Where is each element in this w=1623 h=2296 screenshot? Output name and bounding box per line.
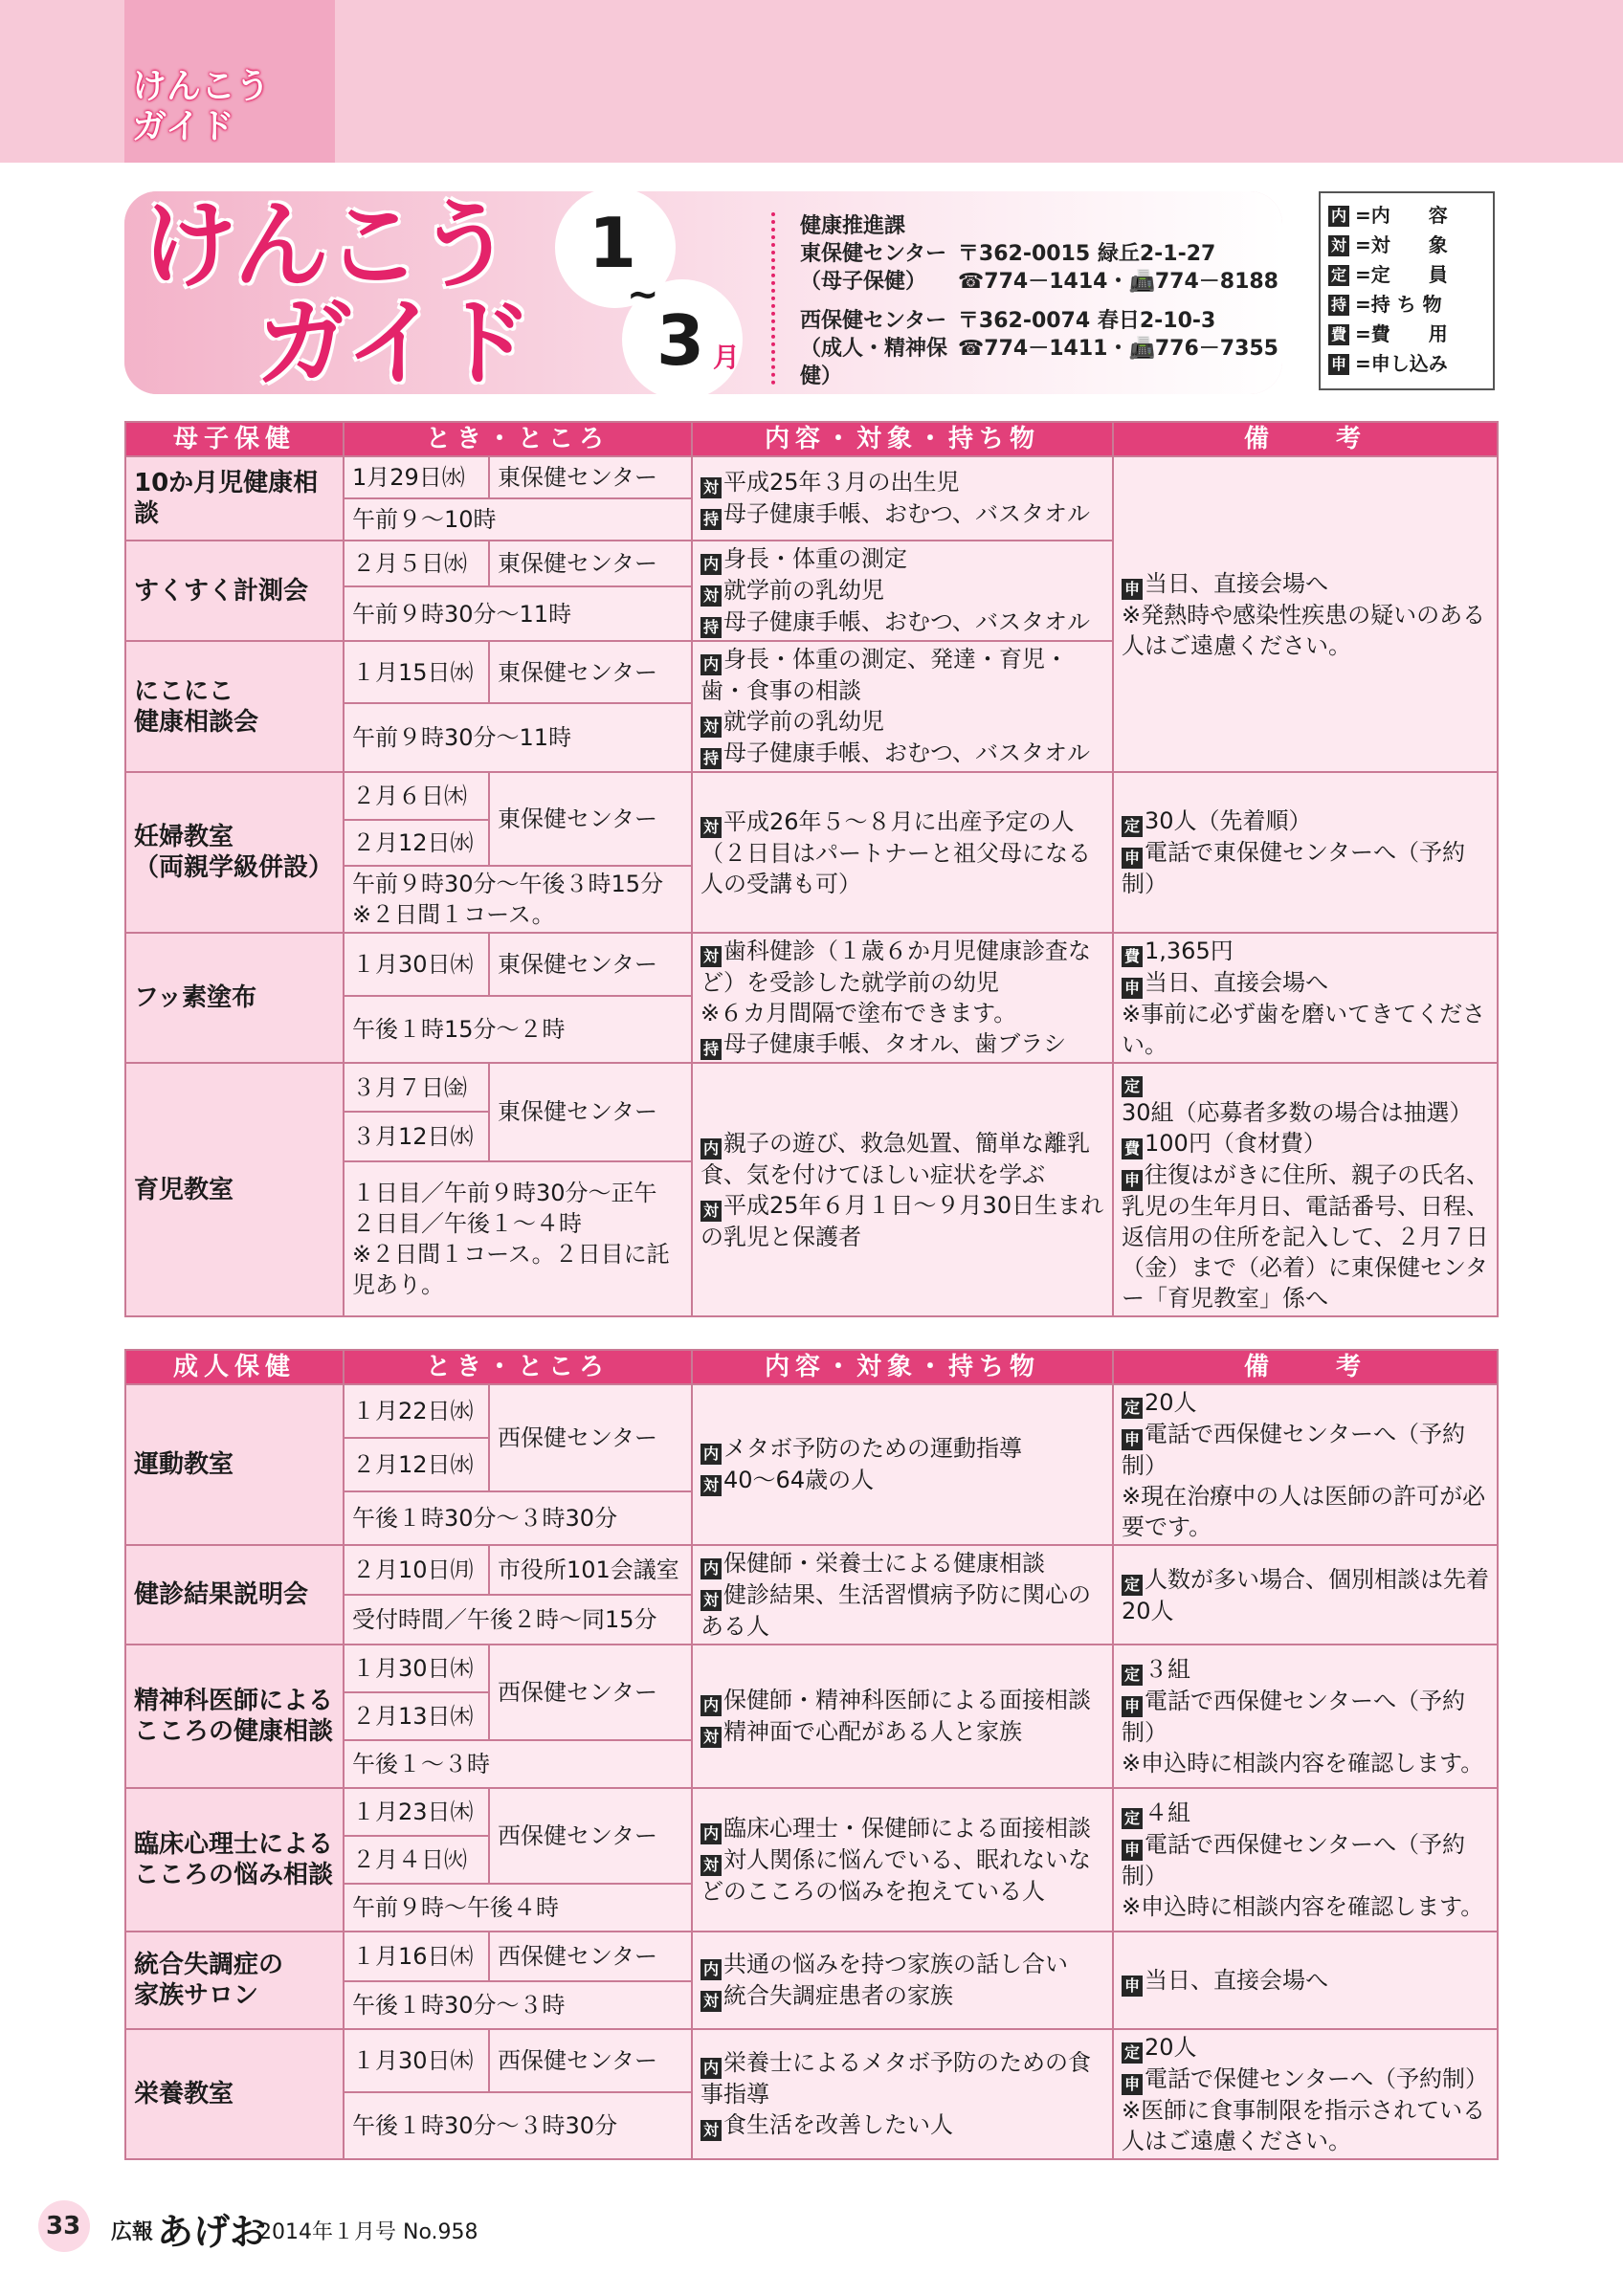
content-icon: 内 (700, 1444, 722, 1465)
target-icon: 対 (700, 1855, 722, 1876)
column-header: 母子保健 (125, 422, 344, 456)
program-content: 内 栄養士によるメタボ予防のための食事指導 対 食生活を改善したい人 (692, 2029, 1113, 2159)
program-notes: 定 ３組 申 電話で西保健センターへ（予約制） ※申込時に相談内容を確認します。 (1113, 1645, 1498, 1788)
belongings-icon: 持 (700, 1039, 722, 1060)
program-name: 精神科医師による こころの健康相談 (125, 1645, 344, 1788)
program-name: すくすく計測会 (125, 541, 344, 641)
event-place: 東保健センター (489, 541, 692, 586)
capacity-icon: 定 (1328, 265, 1349, 286)
program-content: 対 平成25年３月の出生児 持 母子健康手帳、おむつ、バスタオル (692, 456, 1113, 541)
event-place: 西保健センター (489, 1788, 692, 1884)
application-icon: 申 (1328, 354, 1349, 375)
application-icon: 申 (1122, 2074, 1143, 2095)
legend-item: 対 =対 象 (1328, 231, 1485, 260)
event-date: ２月12日㈬ (344, 1438, 489, 1491)
program-notes: 申 当日、直接会場へ (1113, 1932, 1498, 2029)
content-icon: 内 (700, 554, 722, 575)
capacity-icon: 定 (1122, 1398, 1143, 1419)
program-notes: 定 20人 申 電話で西保健センターへ（予約制） ※現在治療中の人は医師の許可が必要です。 (1113, 1384, 1498, 1545)
content-icon: 内 (700, 1959, 722, 1980)
program-name: 妊婦教室 （両親学級併設） (125, 772, 344, 933)
application-icon: 申 (1122, 1840, 1143, 1861)
event-place: 西保健センター (489, 2029, 692, 2092)
program-name: 運動教室 (125, 1384, 344, 1545)
west-center-address: 〒362-0074 春日2-10-3 (957, 309, 1216, 333)
legend-item: 持 =持 ち 物 (1328, 290, 1485, 320)
east-center-name: 東保健センター (800, 242, 947, 266)
content-icon: 内 (700, 1695, 722, 1716)
table-header-row (125, 422, 1498, 456)
publication-logo: あげお (157, 2210, 267, 2253)
column-header: 成人保健 (125, 1350, 344, 1384)
event-time: １日目／午前９時30分～正午 ２日目／午後１～４時 ※２日間１コース。２日目に託児あり。 (344, 1161, 692, 1316)
event-place: 東保健センター (489, 933, 692, 996)
capacity-icon: 定 (1122, 1076, 1143, 1097)
event-place: 市役所101会議室 (489, 1545, 692, 1595)
target-icon: 対 (700, 817, 722, 838)
program-content: 対 平成26年５～８月に出産予定の人（２日目はパートナーと祖父母になる人の受講も可） (692, 772, 1113, 933)
event-time: 午前９～10時 (344, 498, 692, 541)
target-icon: 対 (700, 717, 722, 738)
event-date: ２月13日㈭ (344, 1692, 489, 1740)
content-icon: 内 (1328, 206, 1349, 227)
department-name: 健康推進課 (800, 214, 906, 238)
belongings-icon: 持 (700, 617, 722, 638)
west-center-name: 西保健センター (800, 309, 947, 333)
adult-health-table (124, 1349, 1499, 2160)
program-notes: 定30組（応募者多数の場合は抽選） 費 100円（食材費） 申 往復はがきに住所、親子の氏名、乳児の生年月日、電話番号、日程、返信用の住所を記入して、２月７日（金）まで（必着）に東保健センター「育児教室」係へ (1113, 1063, 1498, 1316)
table-row (125, 1788, 1498, 1836)
program-name: 育児教室 (125, 1063, 344, 1316)
program-notes: 定 人数が多い場合、個別相談は先着20人 (1113, 1545, 1498, 1645)
application-icon: 申 (1122, 1696, 1143, 1717)
application-icon: 申 (1122, 1170, 1143, 1191)
event-date: 1月29日㈬ (344, 456, 489, 498)
application-icon: 申 (1122, 1976, 1143, 1997)
column-header: 内容・対象・持ち物 (692, 422, 1113, 456)
program-content: 対 歯科健診（１歳６か月児健康診査など）を受診した就学前の幼児 ※６カ月間隔で塗布できます。 持 母子健康手帳、タオル、歯ブラシ (692, 933, 1113, 1063)
event-time: 午前９時30分～11時 (344, 703, 692, 772)
belongings-icon: 持 (700, 748, 722, 769)
fee-icon: 費 (1122, 1138, 1143, 1159)
event-time: 午後１時15分～２時 (344, 996, 692, 1063)
event-date: １月15日㈬ (344, 641, 489, 703)
event-date: ３月12日㈬ (344, 1112, 489, 1160)
event-date: １月30日㈭ (344, 2029, 489, 2092)
event-place: 東保健センター (489, 1063, 692, 1161)
target-icon: 対 (700, 1991, 722, 2012)
event-place: 東保健センター (489, 772, 692, 866)
program-content: 内 共通の悩みを持つ家族の話し合い 対 統合失調症患者の家族 (692, 1932, 1113, 2029)
legend-item: 費 =費 用 (1328, 320, 1485, 349)
event-place: 東保健センター (489, 641, 692, 703)
page-title: けんこう ガイド (142, 189, 529, 399)
column-header: 備 考 (1113, 1350, 1498, 1384)
event-date: ３月７日㈮ (344, 1063, 489, 1112)
program-content: 内 身長・体重の測定、発達・育児・歯・食事の相談 対 就学前の乳幼児 持 母子健康手帳、おむつ、バスタオル (692, 641, 1113, 772)
month-end: 3 (656, 300, 705, 381)
table-row (125, 933, 1498, 996)
page-footer (38, 2198, 900, 2256)
publication-label: 広報 (111, 2220, 154, 2244)
column-header: 内容・対象・持ち物 (692, 1350, 1113, 1384)
west-center-phone: ☎774－1411・📠776－7355 (957, 337, 1278, 361)
fee-icon: 費 (1122, 946, 1143, 967)
column-header: 備 考 (1113, 422, 1498, 456)
capacity-icon: 定 (1122, 1808, 1143, 1829)
month-unit: 月 (713, 342, 741, 373)
event-date: １月16日㈭ (344, 1932, 489, 1981)
capacity-icon: 定 (1122, 816, 1143, 837)
maternal-health-table (124, 421, 1499, 1317)
issue-info: 2014年１月号 No.958 (258, 2220, 478, 2244)
application-icon: 申 (1122, 579, 1143, 600)
table-row (125, 1545, 1498, 1595)
event-time: 午前９時30分～11時 (344, 586, 692, 641)
content-icon: 内 (700, 1823, 722, 1844)
program-notes: 定 ４組 申 電話で西保健センターへ（予約制） ※申込時に相談内容を確認します。 (1113, 1788, 1498, 1932)
event-date: ２月４日㈫ (344, 1836, 489, 1884)
event-time: 午前９時30分～午後３時15分 ※２日間１コース。 (344, 866, 692, 933)
event-place: 西保健センター (489, 1932, 692, 1981)
content-icon: 内 (700, 2058, 722, 2079)
event-date: ２月10日㈪ (344, 1545, 489, 1595)
content-icon: 内 (700, 654, 722, 675)
program-content: 内 保健師・栄養士による健康相談 対 健診結果、生活習慣病予防に関心のある人 (692, 1545, 1113, 1645)
event-date: ２月６日㈭ (344, 772, 489, 820)
target-icon: 対 (1328, 235, 1349, 256)
table-row (125, 2029, 1498, 2092)
capacity-icon: 定 (1122, 1665, 1143, 1686)
column-header: とき・ところ (344, 422, 692, 456)
event-date: ２月５日㈬ (344, 541, 489, 586)
event-date: １月30日㈭ (344, 933, 489, 996)
event-place: 西保健センター (489, 1645, 692, 1740)
application-icon: 申 (1122, 1429, 1143, 1450)
table-row (125, 456, 1498, 498)
program-name: 統合失調症の 家族サロン (125, 1932, 344, 2029)
event-time: 受付時間／午後２時～同15分 (344, 1595, 692, 1645)
program-notes: 定 30人（先着順） 申 電話で東保健センターへ（予約制） (1113, 772, 1498, 933)
east-center-address: 〒362-0015 緑丘2-1-27 (957, 242, 1216, 266)
program-content: 内 身長・体重の測定 対 就学前の乳幼児 持 母子健康手帳、おむつ、バスタオル (692, 541, 1113, 641)
west-center-sub: （成人・精神保健） (800, 337, 948, 388)
legend-item: 申 =申し込み (1328, 349, 1485, 379)
capacity-icon: 定 (1122, 1575, 1143, 1596)
table-row (125, 1384, 1498, 1438)
application-icon: 申 (1122, 978, 1143, 999)
program-name: 栄養教室 (125, 2029, 344, 2159)
event-time: 午後１時30分～３時30分 (344, 1491, 692, 1545)
program-content: 内 メタボ予防のための運動指導 対 40～64歳の人 (692, 1384, 1113, 1545)
event-place: 東保健センター (489, 456, 692, 498)
dotted-divider (771, 212, 775, 385)
legend-item: 定 =定 員 (1328, 260, 1485, 290)
target-icon: 対 (700, 2120, 722, 2141)
event-date: １月30日㈭ (344, 1645, 489, 1692)
table-row (125, 1063, 1498, 1112)
event-place: 西保健センター (489, 1384, 692, 1491)
fee-icon: 費 (1328, 324, 1349, 345)
table-row (125, 1932, 1498, 1981)
program-content: 内 保健師・精神科医師による面接相談 対 精神面で心配がある人と家族 (692, 1645, 1113, 1788)
event-date: ２月12日㈬ (344, 820, 489, 866)
event-date: １月22日㈬ (344, 1384, 489, 1438)
target-icon: 対 (700, 477, 722, 498)
program-name: 臨床心理士による こころの悩み相談 (125, 1788, 344, 1932)
table-header-row (125, 1350, 1498, 1384)
legend-item: 内 =内 容 (1328, 201, 1485, 231)
event-date: １月23日㈭ (344, 1788, 489, 1836)
program-content: 内 親子の遊び、救急処置、簡単な離乳食、気を付けてほしい症状を学ぶ 対 平成25年６月１日～９月30日生まれの乳児と保護者 (692, 1063, 1113, 1316)
target-icon: 対 (700, 1727, 722, 1748)
event-time: 午前９時～午後４時 (344, 1884, 692, 1932)
program-notes: 費 1,365円 申 当日、直接会場へ ※事前に必ず歯を磨いてきてください。 (1113, 933, 1498, 1063)
contact-info (800, 212, 1278, 390)
belongings-icon: 持 (1328, 295, 1349, 316)
content-icon: 内 (700, 1138, 722, 1159)
event-time: 午後１時30分～３時30分 (344, 2092, 692, 2159)
month-tilde: ~ (627, 273, 659, 317)
program-name: フッ素塗布 (125, 933, 344, 1063)
program-name: 健診結果説明会 (125, 1545, 344, 1645)
program-notes: 申 当日、直接会場へ ※発熱時や感染性疾患の疑いのある人はご遠慮ください。 (1113, 456, 1498, 772)
event-time: 午後１時30分～３時 (344, 1981, 692, 2029)
table-row (125, 772, 1498, 820)
target-icon: 対 (700, 946, 722, 967)
section-tab-label: けんこう ガイド (132, 67, 271, 146)
content-icon: 内 (700, 1558, 722, 1579)
column-header: とき・ところ (344, 1350, 692, 1384)
belongings-icon: 持 (700, 509, 722, 530)
table-row (125, 1645, 1498, 1692)
program-name: にこにこ 健康相談会 (125, 641, 344, 772)
program-name: 10か月児健康相談 (125, 456, 344, 541)
target-icon: 対 (700, 585, 722, 607)
target-icon: 対 (700, 1201, 722, 1222)
month-start: 1 (589, 203, 637, 283)
application-icon: 申 (1122, 848, 1143, 869)
east-center-phone: ☎774－1414・📠774－8188 (957, 270, 1278, 294)
event-time: 午後１～３時 (344, 1740, 692, 1788)
target-icon: 対 (700, 1590, 722, 1611)
target-icon: 対 (700, 1475, 722, 1496)
capacity-icon: 定 (1122, 2042, 1143, 2064)
east-center-sub: （母子保健） (800, 270, 927, 294)
page-number: 33 (46, 2212, 81, 2241)
program-content: 内 臨床心理士・保健師による面接相談 対 対人関係に悩んでいる、眠れないなどのこころの悩みを抱えている人 (692, 1788, 1113, 1932)
program-notes: 定 20人 申 電話で保健センターへ（予約制） ※医師に食事制限を指示されている人はご遠慮ください。 (1113, 2029, 1498, 2159)
icon-legend (1319, 191, 1495, 390)
